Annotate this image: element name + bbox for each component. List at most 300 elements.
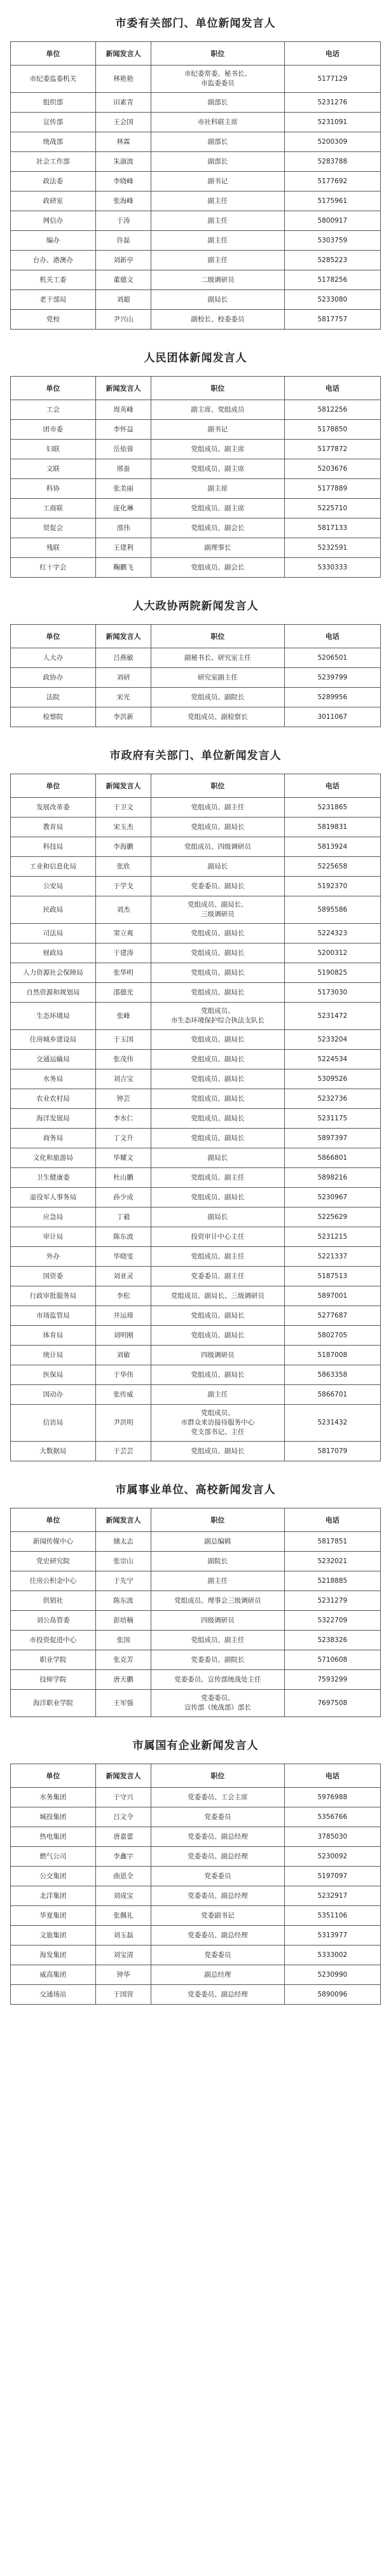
cell-unit: 贸促会 <box>11 519 96 538</box>
cell-position: 党组成员、理事会三级调研员 <box>151 1591 285 1611</box>
table-row <box>11 1208 381 1227</box>
cell-spokesman: 毕晓雯 <box>95 1247 151 1267</box>
header-position: 职位 <box>151 1764 285 1788</box>
cell-phone: 5231276 <box>284 93 380 113</box>
cell-spokesman: 刘玉磊 <box>95 1926 151 1946</box>
cell-position: 党组成员、副局长 <box>151 924 285 943</box>
cell-spokesman: 王建利 <box>95 538 151 558</box>
cell-position: 党组成员、副局长 <box>151 1069 285 1089</box>
cell-position: 党组成员、副局长、三级调研员 <box>151 1286 285 1306</box>
cell-spokesman: 孙少成 <box>95 1188 151 1208</box>
cell-unit: 农业农村局 <box>11 1089 96 1109</box>
cell-position: 副主任 <box>151 1385 285 1405</box>
header-unit: 单位 <box>11 1508 96 1532</box>
cell-unit: 机关工委 <box>11 270 96 290</box>
table-row <box>11 440 381 459</box>
cell-spokesman: 张宗山 <box>95 1552 151 1571</box>
cell-position: 四级调研员 <box>151 1611 285 1631</box>
header-phone: 电话 <box>284 625 380 648</box>
cell-phone: 5238326 <box>284 1631 380 1650</box>
cell-unit: 妇联 <box>11 440 96 459</box>
cell-phone: 5177129 <box>284 66 380 93</box>
table-header-row <box>11 774 381 798</box>
cell-unit: 商务局 <box>11 1129 96 1148</box>
cell-spokesman: 吕文令 <box>95 1807 151 1827</box>
table-row <box>11 798 381 818</box>
cell-unit: 编办 <box>11 231 96 251</box>
cell-unit: 老干部局 <box>11 290 96 310</box>
cell-spokesman: 于守兴 <box>95 1788 151 1807</box>
cell-unit: 国资委 <box>11 1267 96 1286</box>
table-header-row <box>11 1508 381 1532</box>
table-row <box>11 400 381 420</box>
table-row <box>11 270 381 290</box>
cell-spokesman: 宋光 <box>95 688 151 707</box>
cell-unit: 海发集团 <box>11 1946 96 1965</box>
cell-position: 党组成员、副局长 <box>151 1326 285 1346</box>
table-row <box>11 1571 381 1591</box>
cell-position: 党委委员 <box>151 1946 285 1965</box>
cell-unit: 统计局 <box>11 1346 96 1365</box>
cell-unit: 退役军人事务局 <box>11 1188 96 1208</box>
table-row <box>11 688 381 707</box>
table-row <box>11 1069 381 1089</box>
cell-spokesman: 丁文升 <box>95 1129 151 1148</box>
cell-unit: 宣传部 <box>11 113 96 132</box>
cell-unit: 华夏集团 <box>11 1906 96 1926</box>
cell-position: 党组成员、副主席 <box>151 499 285 519</box>
cell-position: 党组成员、副局长 <box>151 1188 285 1208</box>
spokesman-table <box>10 624 381 727</box>
cell-position: 党组成员、副局长 <box>151 1442 285 1461</box>
table-row <box>11 943 381 963</box>
cell-phone: 5178256 <box>284 270 380 290</box>
cell-position: 副局长 <box>151 1208 285 1227</box>
cell-position: 市纪委常委、秘书长、 市监委委员 <box>151 66 285 93</box>
cell-phone: 5817133 <box>284 519 380 538</box>
cell-position: 副部长 <box>151 93 285 113</box>
cell-spokesman: 邵德光 <box>95 983 151 1003</box>
cell-position: 党组成员、副局长 <box>151 1306 285 1326</box>
cell-phone: 5812256 <box>284 400 380 420</box>
cell-spokesman: 李怀益 <box>95 420 151 440</box>
cell-phone: 5800917 <box>284 211 380 231</box>
cell-phone: 5866701 <box>284 1385 380 1405</box>
cell-phone: 5309526 <box>284 1069 380 1089</box>
cell-spokesman: 李鑫宇 <box>95 1847 151 1867</box>
cell-spokesman: 陈东波 <box>95 1227 151 1247</box>
cell-position: 副主任 <box>151 1571 285 1591</box>
section-5 <box>10 1736 381 2005</box>
cell-position: 党委委员、副总经理 <box>151 1926 285 1946</box>
table-row <box>11 1926 381 1946</box>
cell-spokesman: 张华明 <box>95 963 151 983</box>
cell-phone: 5890096 <box>284 1985 380 2005</box>
cell-spokesman: 唐天鹏 <box>95 1670 151 1690</box>
cell-position: 副秘书长、研究室主任 <box>151 648 285 668</box>
cell-unit: 市投资促进中心 <box>11 1631 96 1650</box>
cell-position: 副主任 <box>151 231 285 251</box>
table-row <box>11 857 381 877</box>
cell-phone: 5710608 <box>284 1650 380 1670</box>
cell-position: 党委委员、副总经理 <box>151 1886 285 1906</box>
cell-phone: 5231215 <box>284 1227 380 1247</box>
cell-spokesman: 尹洪明 <box>95 1405 151 1442</box>
table-row <box>11 1847 381 1867</box>
cell-phone: 5232021 <box>284 1552 380 1571</box>
header-phone: 电话 <box>284 1764 380 1788</box>
cell-unit: 体育局 <box>11 1326 96 1346</box>
cell-phone: 5206501 <box>284 648 380 668</box>
section-1 <box>10 349 381 578</box>
cell-position: 党组成员、副局长 <box>151 963 285 983</box>
cell-phone: 5225629 <box>284 1208 380 1227</box>
cell-spokesman: 刘敏 <box>95 1346 151 1365</box>
cell-spokesman: 邢蚕 <box>95 459 151 479</box>
cell-position: 副局长 <box>151 857 285 877</box>
table-row <box>11 1227 381 1247</box>
cell-position: 党委副书记 <box>151 1906 285 1926</box>
cell-unit: 文化和旅游局 <box>11 1148 96 1168</box>
cell-spokesman: 于卫文 <box>95 798 151 818</box>
cell-spokesman: 刘宝清 <box>95 1946 151 1965</box>
table-row <box>11 1670 381 1690</box>
cell-position: 副书记 <box>151 172 285 191</box>
cell-spokesman: 张佩礼 <box>95 1906 151 1926</box>
section-title: 市属国有企业新闻发言人 <box>132 1739 259 1752</box>
cell-phone: 5239799 <box>284 668 380 688</box>
cell-unit: 法院 <box>11 688 96 707</box>
cell-unit: 海洋发展局 <box>11 1109 96 1129</box>
cell-phone: 5817851 <box>284 1532 380 1552</box>
table-row <box>11 837 381 857</box>
table-row <box>11 1690 381 1717</box>
table-row <box>11 152 381 172</box>
cell-position: 副主任 <box>151 211 285 231</box>
table-row <box>11 172 381 191</box>
spokesman-table <box>10 774 381 1461</box>
section-3 <box>10 746 381 1461</box>
cell-position: 党组成员、副局长 <box>151 1129 285 1148</box>
table-row <box>11 1405 381 1442</box>
table-row <box>11 1346 381 1365</box>
cell-phone: 5231091 <box>284 113 380 132</box>
spokesman-table <box>10 1508 381 1717</box>
cell-spokesman: 宋玉杰 <box>95 818 151 837</box>
cell-spokesman: 张美丽 <box>95 479 151 499</box>
table-row <box>11 1267 381 1286</box>
table-row <box>11 499 381 519</box>
cell-position: 副主任 <box>151 191 285 211</box>
cell-phone: 5802705 <box>284 1326 380 1346</box>
section-2 <box>10 597 381 727</box>
table-row <box>11 1886 381 1906</box>
cell-position: 党委委员、工会主席 <box>151 1788 285 1807</box>
cell-phone: 5819831 <box>284 818 380 837</box>
cell-position: 党委委员 <box>151 1807 285 1827</box>
cell-position: 副总编辑 <box>151 1532 285 1552</box>
table-row <box>11 191 381 211</box>
cell-spokesman: 刘成宝 <box>95 1886 151 1906</box>
table-row <box>11 459 381 479</box>
table-row <box>11 1827 381 1847</box>
cell-spokesman: 刘明刚 <box>95 1326 151 1346</box>
cell-phone: 5895586 <box>284 896 380 924</box>
cell-position: 副主席、党组成员 <box>151 400 285 420</box>
cell-spokesman: 丁毅 <box>95 1208 151 1227</box>
table-row <box>11 963 381 983</box>
cell-phone: 5283788 <box>284 152 380 172</box>
cell-unit: 信访局 <box>11 1405 96 1442</box>
table-row <box>11 1611 381 1631</box>
cell-unit: 大数据局 <box>11 1442 96 1461</box>
cell-unit: 公安局 <box>11 877 96 896</box>
header-spokesman: 新闻发言人 <box>95 1764 151 1788</box>
cell-unit: 红十字会 <box>11 558 96 578</box>
cell-position: 副总经理 <box>151 1965 285 1985</box>
table-row <box>11 1788 381 1807</box>
spokesman-table <box>10 41 381 330</box>
cell-phone: 5178850 <box>284 420 380 440</box>
cell-unit: 卫生健康委 <box>11 1168 96 1188</box>
cell-spokesman: 毕耀文 <box>95 1148 151 1168</box>
cell-phone: 5813924 <box>284 837 380 857</box>
cell-spokesman: 于学戈 <box>95 877 151 896</box>
cell-phone: 5232917 <box>284 1886 380 1906</box>
cell-unit: 市场监管局 <box>11 1306 96 1326</box>
cell-position: 副主任 <box>151 251 285 270</box>
cell-phone: 5866801 <box>284 1148 380 1168</box>
cell-position: 党组成员、副局长 <box>151 943 285 963</box>
table-row <box>11 1532 381 1552</box>
cell-spokesman: 于华伟 <box>95 1365 151 1385</box>
cell-spokesman: 张茂伟 <box>95 1050 151 1069</box>
cell-position: 副书记 <box>151 420 285 440</box>
cell-unit: 文联 <box>11 459 96 479</box>
cell-phone: 5190825 <box>284 963 380 983</box>
header-spokesman: 新闻发言人 <box>95 42 151 66</box>
cell-phone: 3785030 <box>284 1827 380 1847</box>
cell-spokesman: 刘杰 <box>95 896 151 924</box>
cell-unit: 组织部 <box>11 93 96 113</box>
table-row <box>11 251 381 270</box>
cell-position: 副局长 <box>151 290 285 310</box>
header-position: 职位 <box>151 377 285 400</box>
table-row <box>11 1306 381 1326</box>
cell-unit: 北洋集团 <box>11 1886 96 1906</box>
cell-spokesman: 朱淑波 <box>95 152 151 172</box>
cell-phone: 5231432 <box>284 1405 380 1442</box>
cell-phone: 5192370 <box>284 877 380 896</box>
table-row <box>11 1946 381 1965</box>
cell-phone: 5897397 <box>284 1129 380 1148</box>
cell-phone: 5277687 <box>284 1306 380 1326</box>
cell-spokesman: 于玉国 <box>95 1030 151 1050</box>
section-title: 市委有关部门、单位新闻发言人 <box>115 17 276 30</box>
header-spokesman: 新闻发言人 <box>95 377 151 400</box>
cell-unit: 工会 <box>11 400 96 420</box>
cell-unit: 住房城乡建设局 <box>11 1030 96 1050</box>
header-unit: 单位 <box>11 625 96 648</box>
cell-spokesman: 王军强 <box>95 1690 151 1717</box>
cell-position: 党委委员、副总经理 <box>151 1985 285 2005</box>
cell-position: 副部长 <box>151 152 285 172</box>
cell-unit: 政协办 <box>11 668 96 688</box>
header-phone: 电话 <box>284 42 380 66</box>
cell-unit: 职业学院 <box>11 1650 96 1670</box>
cell-unit: 社会工作部 <box>11 152 96 172</box>
section-title: 市属事业单位、高校新闻发言人 <box>115 1484 276 1496</box>
cell-position: 党组成员、副主席 <box>151 459 285 479</box>
table-row <box>11 818 381 837</box>
cell-unit: 工业和信息化局 <box>11 857 96 877</box>
header-phone: 电话 <box>284 1508 380 1532</box>
table-row <box>11 66 381 93</box>
cell-unit: 应急局 <box>11 1208 96 1227</box>
cell-spokesman: 刘研 <box>95 668 151 688</box>
section-4 <box>10 1480 381 1717</box>
cell-position: 党组成员、副主席 <box>151 440 285 459</box>
table-row <box>11 924 381 943</box>
cell-unit: 国动办 <box>11 1385 96 1405</box>
cell-unit: 财政局 <box>11 943 96 963</box>
cell-phone: 5232736 <box>284 1089 380 1109</box>
cell-unit: 市纪委监委机关 <box>11 66 96 93</box>
header-position: 职位 <box>151 774 285 798</box>
cell-unit: 技师学院 <box>11 1670 96 1690</box>
cell-unit: 残联 <box>11 538 96 558</box>
cell-spokesman: 李晓峰 <box>95 172 151 191</box>
cell-phone: 5976988 <box>284 1788 380 1807</box>
header-phone: 电话 <box>284 377 380 400</box>
cell-unit: 供销社 <box>11 1591 96 1611</box>
section-title: 人民团体新闻发言人 <box>144 352 247 365</box>
cell-position: 研究室副主任 <box>151 668 285 688</box>
cell-position: 副局长 <box>151 1148 285 1168</box>
cell-spokesman: 刘吉宝 <box>95 1069 151 1089</box>
cell-unit: 司法局 <box>11 924 96 943</box>
table-row <box>11 668 381 688</box>
cell-position: 副理事长 <box>151 538 285 558</box>
table-row <box>11 558 381 578</box>
cell-phone: 5173030 <box>284 983 380 1003</box>
header-unit: 单位 <box>11 774 96 798</box>
cell-phone: 7697508 <box>284 1690 380 1717</box>
cell-unit: 团市委 <box>11 420 96 440</box>
cell-position: 党委委员、副总经理 <box>151 1847 285 1867</box>
cell-spokesman: 储太志 <box>95 1532 151 1552</box>
table-row <box>11 877 381 896</box>
cell-unit: 民政局 <box>11 896 96 924</box>
cell-spokesman: 于先宁 <box>95 1571 151 1591</box>
cell-phone: 5218885 <box>284 1571 380 1591</box>
cell-unit: 教育局 <box>11 818 96 837</box>
cell-phone: 5230092 <box>284 1847 380 1867</box>
table-header-row <box>11 377 381 400</box>
table-row <box>11 1129 381 1148</box>
cell-phone: 5225710 <box>284 499 380 519</box>
cell-position: 党委委员、副总经理 <box>151 1827 285 1847</box>
cell-position: 党组成员、副局长 <box>151 1089 285 1109</box>
cell-spokesman: 窦立爽 <box>95 924 151 943</box>
table-row <box>11 231 381 251</box>
table-row <box>11 1188 381 1208</box>
cell-phone: 5175961 <box>284 191 380 211</box>
cell-spokesman: 于建涛 <box>95 943 151 963</box>
cell-unit: 公交集团 <box>11 1867 96 1886</box>
cell-position: 党组成员、 市群众来访接待服务中心 党支部书记、主任 <box>151 1405 285 1442</box>
cell-phone: 5200312 <box>284 943 380 963</box>
table-row <box>11 1985 381 2005</box>
cell-phone: 5898216 <box>284 1168 380 1188</box>
cell-position: 党委委员 <box>151 1867 285 1886</box>
header-spokesman: 新闻发言人 <box>95 774 151 798</box>
cell-spokesman: 钟华 <box>95 1965 151 1985</box>
cell-phone: 5897001 <box>284 1286 380 1306</box>
cell-position: 副部长 <box>151 132 285 152</box>
cell-unit: 党校 <box>11 310 96 330</box>
table-row <box>11 983 381 1003</box>
cell-spokesman: 尹兴山 <box>95 310 151 330</box>
cell-spokesman: 陈东波 <box>95 1591 151 1611</box>
section-title: 市政府有关部门、单位新闻发言人 <box>109 749 282 762</box>
spokesman-table <box>10 1764 381 2005</box>
cell-unit: 发展改革委 <box>11 798 96 818</box>
table-row <box>11 1089 381 1109</box>
cell-phone: 5322709 <box>284 1611 380 1631</box>
cell-spokesman: 许磊 <box>95 231 151 251</box>
cell-phone: 5231865 <box>284 798 380 818</box>
cell-spokesman: 邵伟 <box>95 519 151 538</box>
cell-unit: 医保局 <box>11 1365 96 1385</box>
cell-position: 党组成员、副主任 <box>151 1631 285 1650</box>
table-row <box>11 538 381 558</box>
cell-unit: 人大办 <box>11 648 96 668</box>
cell-spokesman: 曲恩全 <box>95 1867 151 1886</box>
cell-unit: 生态环境局 <box>11 1003 96 1030</box>
table-row <box>11 1591 381 1611</box>
cell-spokesman: 庞化琳 <box>95 499 151 519</box>
table-row <box>11 1286 381 1306</box>
cell-unit: 自然资源和规划局 <box>11 983 96 1003</box>
cell-position: 副主席 <box>151 479 285 499</box>
table-row <box>11 479 381 499</box>
cell-position: 党组成员、副检察长 <box>151 707 285 727</box>
cell-unit: 刘公岛管委 <box>11 1611 96 1631</box>
cell-unit: 外办 <box>11 1247 96 1267</box>
table-row <box>11 707 381 727</box>
table-row <box>11 896 381 924</box>
cell-unit: 政法委 <box>11 172 96 191</box>
cell-position: 党组成员、副局长 <box>151 1109 285 1129</box>
cell-spokesman: 鞠鹏飞 <box>95 558 151 578</box>
header-position: 职位 <box>151 625 285 648</box>
cell-unit: 交通运输局 <box>11 1050 96 1069</box>
cell-spokesman: 周英峰 <box>95 400 151 420</box>
cell-phone: 5177692 <box>284 172 380 191</box>
cell-phone: 5330333 <box>284 558 380 578</box>
cell-phone: 5233204 <box>284 1030 380 1050</box>
cell-spokesman: 刘新亭 <box>95 251 151 270</box>
cell-position: 党组成员、副主任 <box>151 798 285 818</box>
cell-position: 党组成员、副局长 <box>151 818 285 837</box>
cell-phone: 5303759 <box>284 231 380 251</box>
cell-spokesman: 李洪新 <box>95 707 151 727</box>
table-row <box>11 1906 381 1926</box>
cell-spokesman: 唐嘉蕾 <box>95 1827 151 1847</box>
cell-phone: 5230990 <box>284 1965 380 1985</box>
cell-unit: 检察院 <box>11 707 96 727</box>
